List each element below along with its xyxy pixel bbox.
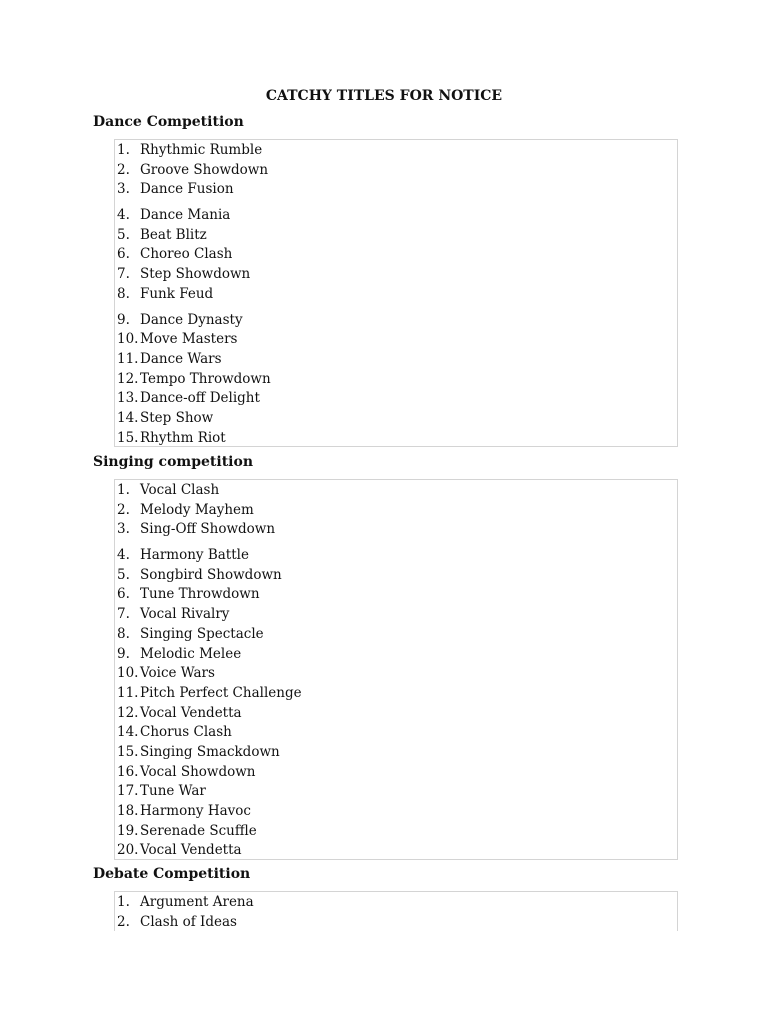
item-number: 9. — [117, 311, 130, 328]
item-title: Dance Wars — [140, 350, 222, 367]
list-item — [115, 350, 677, 370]
item-title: Tempo Throwdown — [140, 370, 271, 387]
section-heading-debate: Debate Competition — [93, 866, 251, 882]
list-item — [115, 645, 677, 665]
item-number: 9. — [117, 645, 130, 662]
list-item — [115, 409, 677, 429]
item-number: 2. — [117, 913, 130, 930]
list-item — [115, 141, 677, 161]
item-number: 19. — [117, 822, 139, 839]
list-item — [115, 566, 677, 586]
item-number: 12. — [117, 370, 139, 387]
item-number: 6. — [117, 246, 130, 263]
item-number: 11. — [117, 684, 139, 701]
list-item — [115, 664, 677, 684]
section-heading-dance: Dance Competition — [93, 114, 244, 130]
item-title: Dance-off Delight — [140, 390, 260, 407]
page-title: CATCHY TITLES FOR NOTICE — [265, 88, 503, 104]
item-number: 3. — [117, 521, 130, 538]
item-number: 12. — [117, 704, 139, 721]
item-title: Tune Throwdown — [140, 586, 260, 603]
list-item — [115, 605, 677, 625]
list-item — [115, 763, 677, 783]
item-number: 2. — [117, 501, 130, 518]
list-item — [115, 520, 677, 540]
item-number: 14. — [117, 409, 139, 426]
item-number: 7. — [117, 606, 130, 623]
list-item — [115, 743, 677, 763]
item-title: Melodic Melee — [140, 645, 242, 662]
item-number: 8. — [117, 285, 130, 302]
list-item — [115, 481, 677, 501]
item-title: Vocal Clash — [140, 482, 220, 498]
item-number: 1. — [117, 482, 130, 498]
item-title: Tune War — [140, 783, 206, 800]
list-item — [115, 429, 677, 447]
list-item — [115, 206, 677, 226]
list-item — [115, 546, 677, 566]
item-number: 4. — [117, 547, 130, 564]
item-title: Move Masters — [140, 331, 238, 348]
item-number: 5. — [117, 566, 130, 583]
item-title: Step Show — [140, 409, 214, 426]
item-title: Step Showdown — [140, 266, 251, 283]
list-item — [115, 704, 677, 724]
item-title: Harmony Havoc — [140, 803, 251, 819]
item-number: 3. — [117, 181, 130, 198]
list-item — [115, 330, 677, 350]
item-number: 10. — [117, 665, 139, 682]
item-number: 18. — [117, 803, 139, 819]
item-title: Sing-Off Showdown — [140, 521, 276, 538]
item-title: Rhythm Riot — [140, 429, 226, 446]
list-item — [115, 501, 677, 521]
item-number: 7. — [117, 266, 130, 283]
item-title: Vocal Rivalry — [140, 606, 230, 623]
list-item — [115, 822, 677, 842]
list-item — [115, 782, 677, 802]
list-item — [115, 625, 677, 645]
item-number: 17. — [117, 783, 139, 800]
list-item — [115, 245, 677, 265]
list-item — [115, 311, 677, 331]
item-title: Funk Feud — [140, 285, 214, 302]
list-item — [115, 370, 677, 390]
item-number: 1. — [117, 142, 130, 158]
list-box-debate — [114, 891, 678, 931]
list-item — [115, 802, 677, 822]
section-heading-singing: Singing competition — [93, 454, 254, 470]
list-item — [115, 389, 677, 409]
item-title: Dance Mania — [140, 207, 231, 224]
list-item — [115, 841, 677, 860]
item-title: Vocal Vendetta — [140, 842, 242, 859]
item-title: Vocal Showdown — [140, 763, 256, 780]
list-item — [115, 265, 677, 285]
list-box-dance — [114, 139, 678, 447]
item-title: Voice Wars — [140, 665, 215, 682]
item-number: 1. — [117, 894, 130, 910]
list-box-singing — [114, 479, 678, 860]
item-title: Pitch Perfect Challenge — [140, 684, 302, 701]
item-title: Songbird Showdown — [140, 566, 282, 583]
item-title: Serenade Scuffle — [140, 822, 257, 839]
list-item — [115, 180, 677, 200]
item-title: Vocal Vendetta — [140, 704, 242, 721]
item-number: 20. — [117, 842, 139, 859]
list-item — [115, 723, 677, 743]
item-number: 13. — [117, 390, 139, 407]
item-title: Clash of Ideas — [140, 913, 237, 930]
item-number: 15. — [117, 743, 139, 760]
list-item — [115, 585, 677, 605]
list-item — [115, 285, 677, 305]
item-title: Singing Spectacle — [140, 625, 264, 642]
item-title: Choreo Clash — [140, 246, 233, 263]
item-number: 4. — [117, 207, 130, 224]
item-number: 15. — [117, 429, 139, 446]
item-title: Beat Blitz — [140, 226, 207, 243]
item-number: 8. — [117, 625, 130, 642]
item-title: Dance Dynasty — [140, 311, 243, 328]
item-title: Singing Smackdown — [140, 743, 280, 760]
list-item — [115, 161, 677, 181]
item-title: Dance Fusion — [140, 181, 234, 198]
item-number: 10. — [117, 331, 139, 348]
list-item — [115, 893, 677, 913]
list-item — [115, 226, 677, 246]
item-title: Harmony Battle — [140, 547, 249, 564]
item-title: Groove Showdown — [140, 161, 269, 178]
item-number: 2. — [117, 161, 130, 178]
list-item — [115, 913, 677, 931]
item-title: Argument Arena — [140, 894, 254, 910]
item-number: 6. — [117, 586, 130, 603]
list-item — [115, 684, 677, 704]
item-number: 14. — [117, 724, 139, 741]
item-title: Rhythmic Rumble — [140, 142, 263, 158]
item-title: Melody Mayhem — [140, 501, 254, 518]
item-title: Chorus Clash — [140, 724, 232, 741]
item-number: 16. — [117, 763, 139, 780]
item-number: 11. — [117, 350, 139, 367]
item-number: 5. — [117, 226, 130, 243]
